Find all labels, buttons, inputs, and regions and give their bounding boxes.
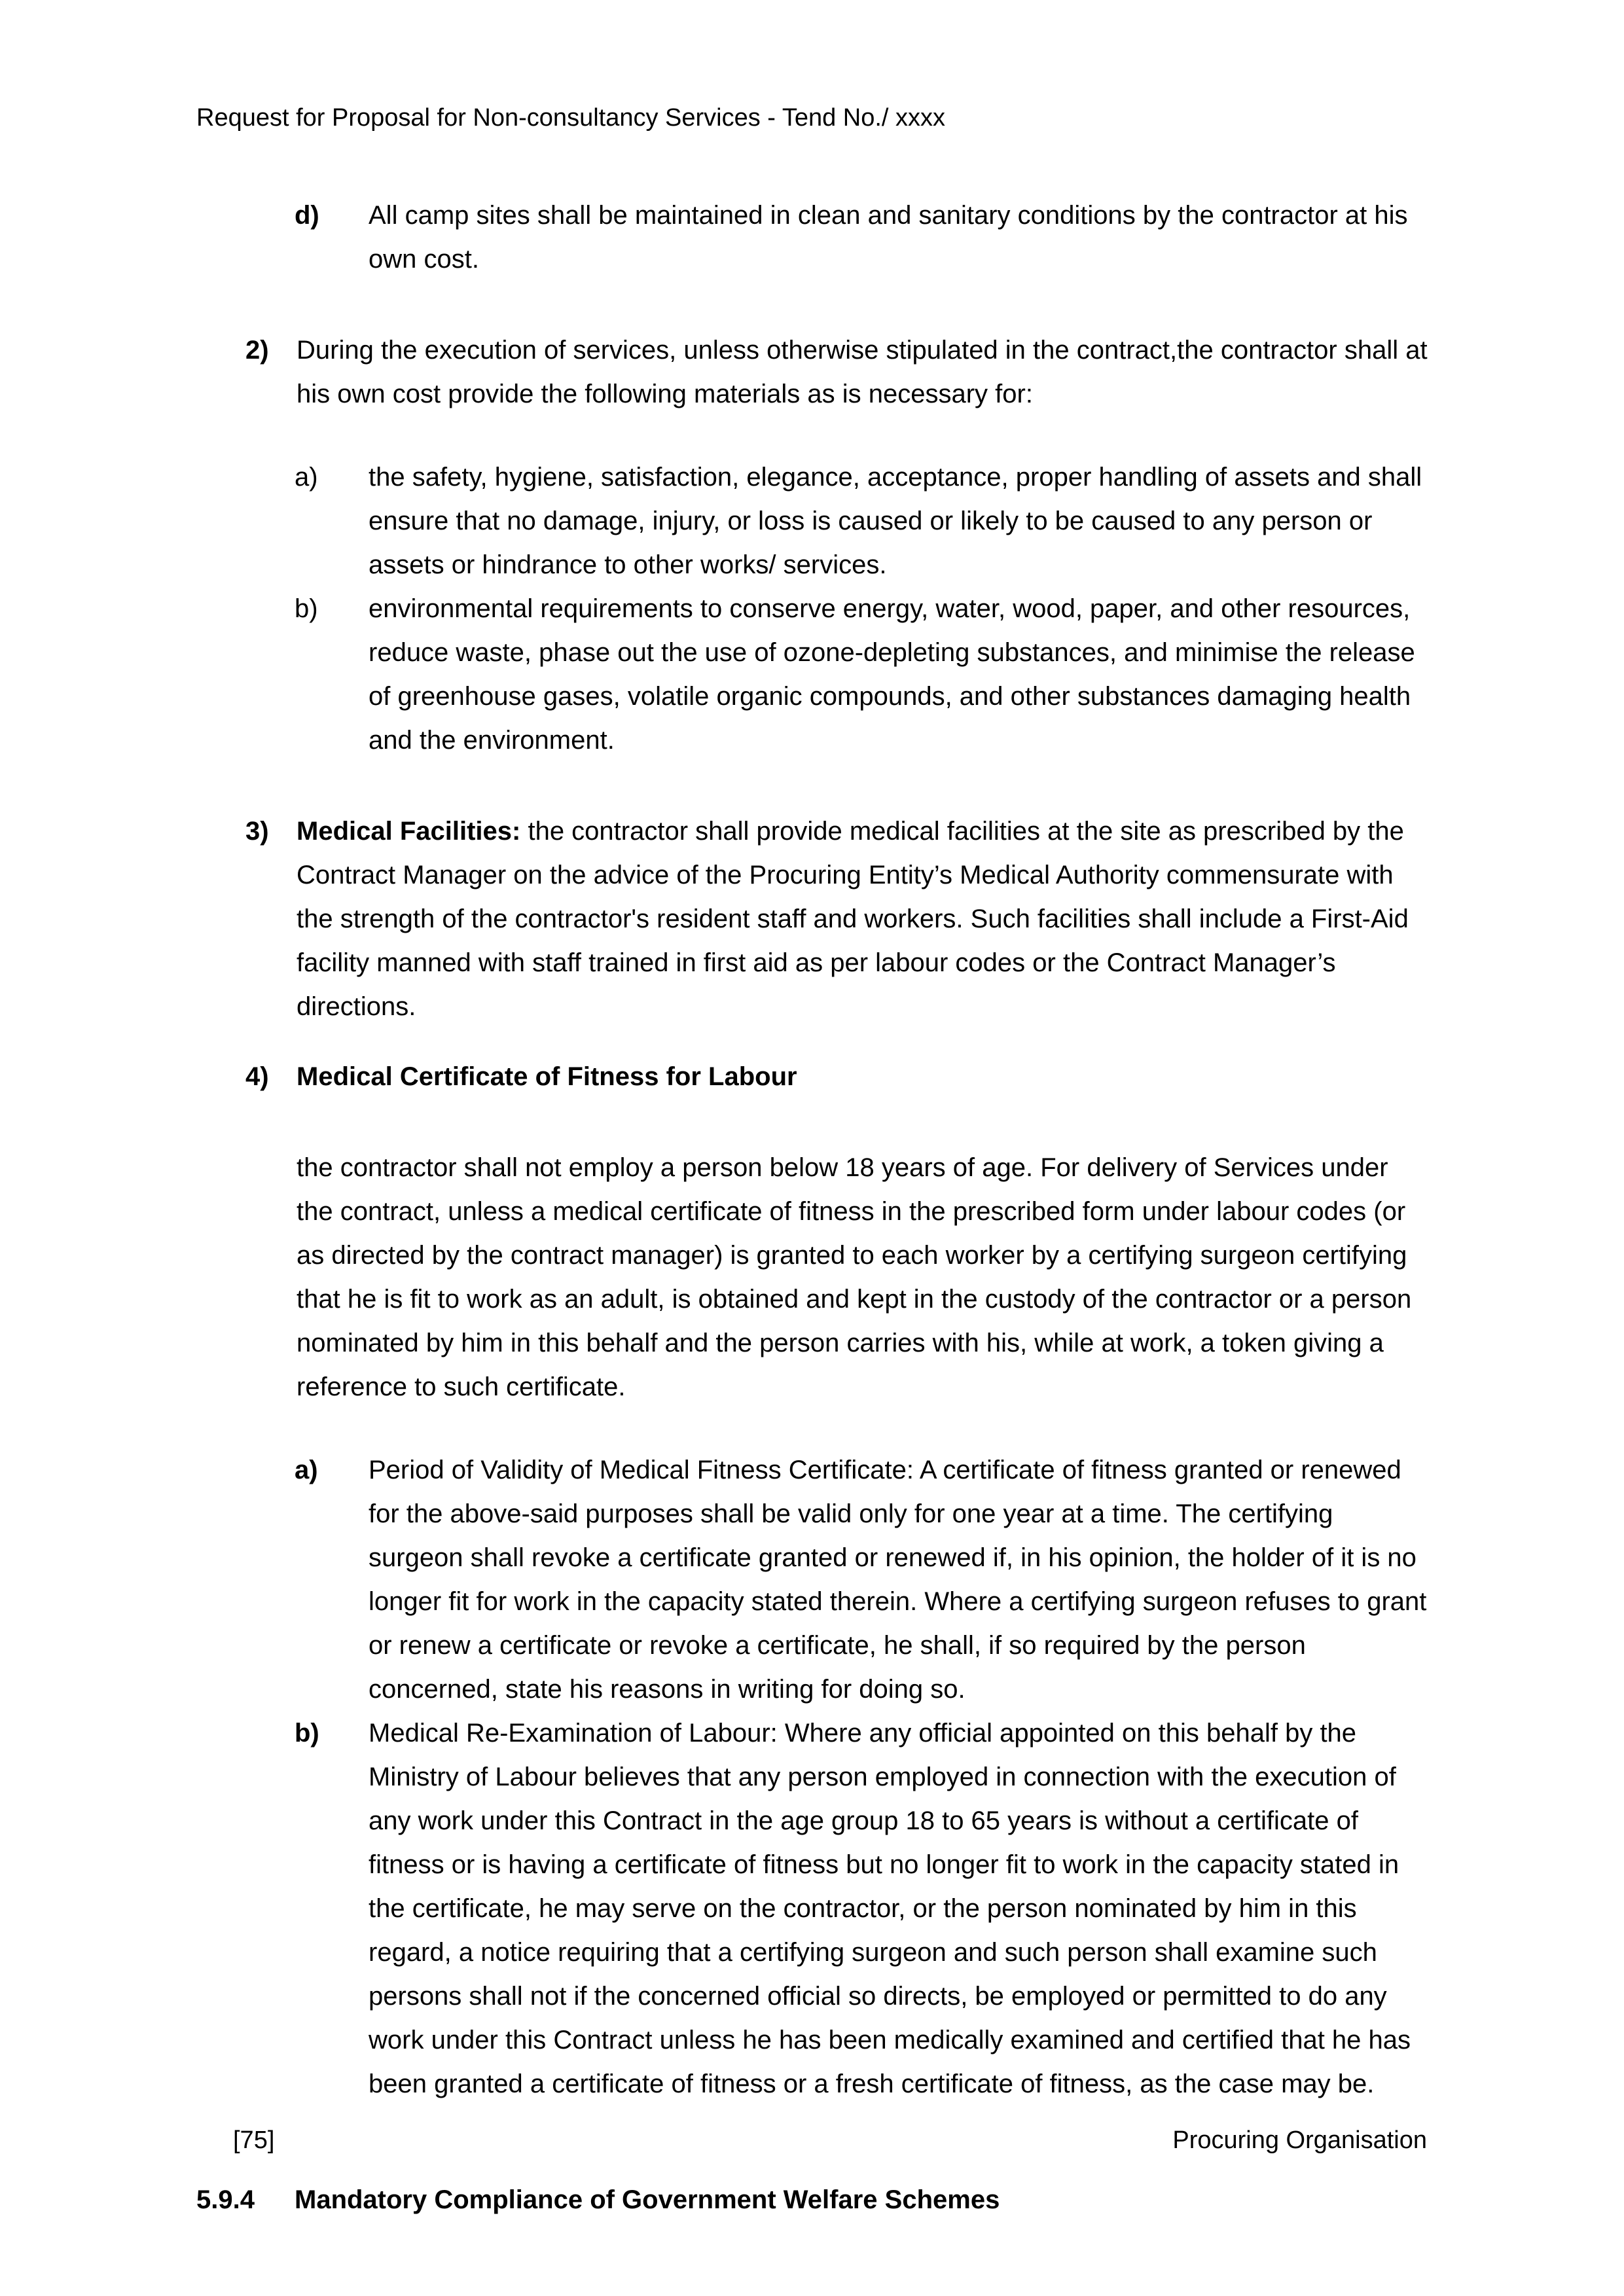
- section-number: 5.9.4: [196, 2185, 255, 2214]
- page-number: [75]: [233, 2126, 275, 2154]
- medical-facilities-body: the contractor shall provide medical facilities at the site as prescribed by the Contract Manager on the advice of the Procuring Entity’s Medical Authority commensurate with the strength of the contractor's resident staff and workers. Such facilities shall include a First-Aid facility manned with staff trained in first aid as per labour codes or the Contract Manager’s directions.: [297, 817, 1409, 1021]
- list-marker: a): [295, 463, 318, 492]
- footer-org-label: Procuring Organisation: [1172, 2126, 1427, 2154]
- list-item-text: Medical Re-Examination of Labour: Where any official appointed on this behalf by the Ministry of Labour believes that any person employed in connection with the execution of any work under this Contract in the age group 18 to 65 years is without a certificate of fitness or is having a certificate of fitness but no longer fit to work in the capacity stated in the certificate, he may serve on the contractor, or the person nominated by him in this regard, a notice requiring that a certifying surgeon and such person shall examine such persons shall not if the concerned official so directs, be employed or permitted to do any work under this Contract unless he has been medically examined and certified that he has been granted a certificate of fitness or a fresh certificate of fitness, as the case may be.: [369, 1719, 1411, 2098]
- list-item-text: the safety, hygiene, satisfaction, elegance, acceptance, proper handling of assets and shall ensure that no damage, injury, or loss is caused or likely to be caused to any person or assets or hindrance to other works/ services.: [369, 463, 1422, 579]
- list-marker: d): [295, 201, 319, 230]
- list-marker: b): [295, 594, 318, 623]
- list-item-4a: [0, 1448, 1624, 1712]
- list-marker: 4): [245, 1062, 269, 1091]
- list-item-2: [0, 329, 1624, 416]
- page-header: Request for Proposal for Non-consultancy Services - Tend No./ xxxx: [196, 104, 946, 132]
- medical-facilities-lead: Medical Facilities:: [297, 817, 521, 846]
- item-4-paragraph: the contractor shall not employ a person below 18 years of age. For delivery of Services under the contract, unless a medical certificate of fitness in the prescribed form under labour codes (or as directed by the contract manager) is granted to each worker by a certifying surgeon certifying that he is fit to work as an adult, is obtained and kept in the custody of the contractor or a person nominated by him in this behalf and the person carries with his, while at work, a token giving a reference to such certificate.: [297, 1153, 1412, 1401]
- page-footer: [233, 2126, 1427, 2156]
- list-marker: 3): [245, 817, 269, 846]
- list-item-4-heading: [0, 1055, 1624, 1099]
- section-title: Mandatory Compliance of Government Welfare Schemes: [295, 2185, 1000, 2214]
- list-item-text: All camp sites shall be maintained in clean and sanitary conditions by the contractor at his own cost.: [369, 201, 1408, 274]
- list-item-text: [297, 810, 1429, 1029]
- list-marker: 2): [245, 336, 269, 365]
- list-item-2b: [0, 587, 1624, 762]
- list-item-d: [0, 194, 1624, 281]
- list-item-3: [0, 810, 1624, 1029]
- list-item-text: During the execution of services, unless otherwise stipulated in the contract,the contractor shall at his own cost provide the following materials as is necessary for:: [297, 336, 1428, 408]
- section-5-9-4: [0, 2178, 1624, 2222]
- list-item-text: environmental requirements to conserve energy, water, wood, paper, and other resources, reduce waste, phase out the use of ozone-depleting substances, and minimise the release of greenhouse gases, volatile organic compounds, and other substances damaging health and the environment.: [369, 594, 1415, 755]
- section-heading: Medical Certificate of Fitness for Labour: [297, 1062, 797, 1091]
- list-item-2a: [0, 456, 1624, 587]
- list-item-text: Period of Validity of Medical Fitness Certificate: A certificate of fitness granted or renewed for the above-said purposes shall be valid only for one year at a time. The certifying surgeon shall revoke a certificate granted or renewed if, in his opinion, the holder of it is no longer fit for work in the capacity stated therein. Where a certifying surgeon refuses to grant or renew a certificate or revoke a certificate, he shall, if so required by the person concerned, state his reasons in writing for doing so.: [369, 1456, 1427, 1704]
- list-marker: a): [295, 1456, 318, 1484]
- list-item-4b: [0, 1712, 1624, 2106]
- list-marker: b): [295, 1719, 319, 1748]
- document-body: [0, 194, 1624, 2222]
